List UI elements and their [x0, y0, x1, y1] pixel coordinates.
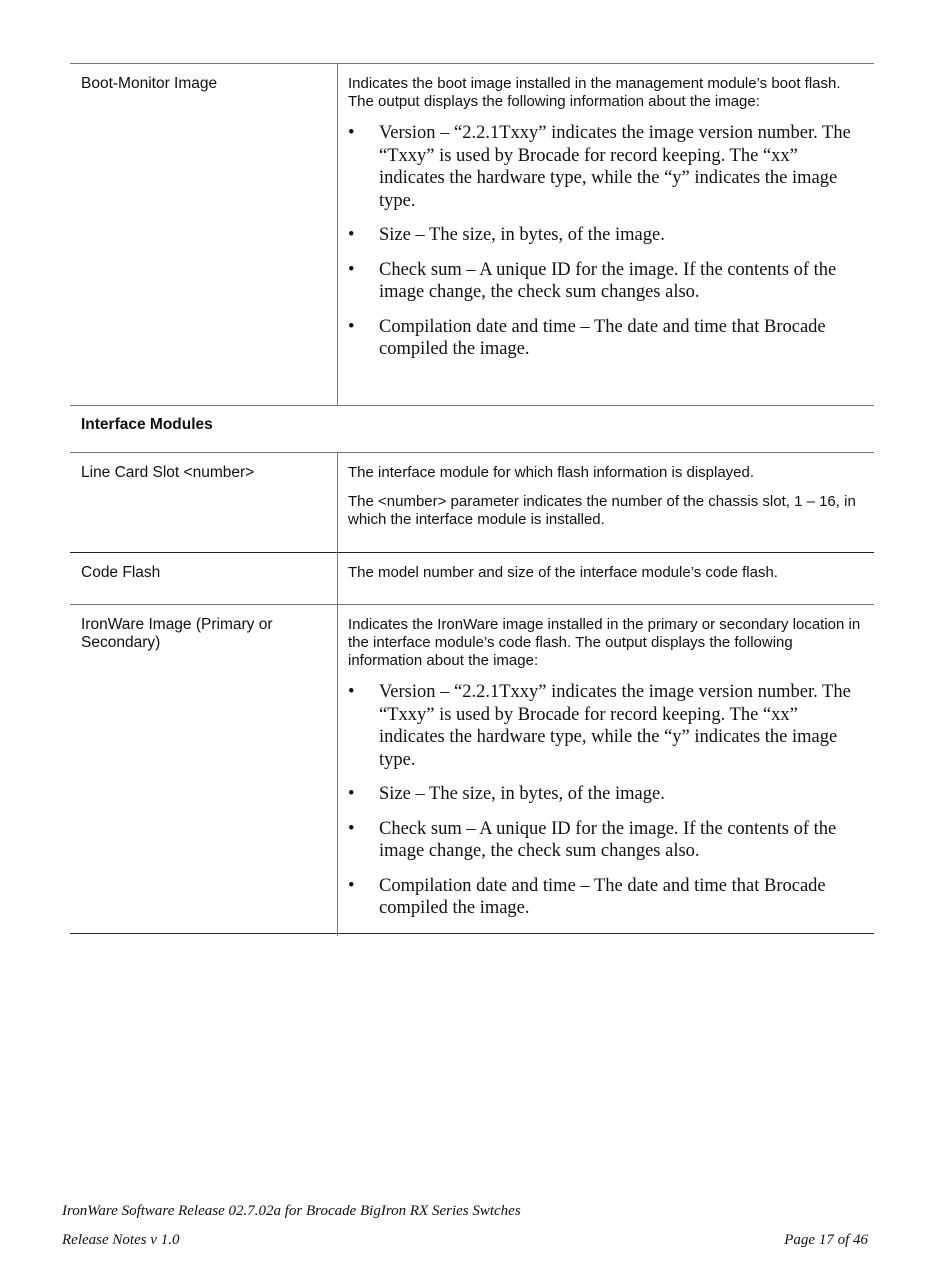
list-item	[348, 224, 864, 247]
list-item	[348, 681, 864, 771]
list-item	[348, 122, 864, 212]
bullet-text: Size – The size, in bytes, of the image.	[379, 784, 665, 804]
list-item	[348, 259, 864, 304]
section-title: Interface Modules	[81, 416, 213, 433]
bullet-text: Version – “2.2.1Txxy” indicates the image version number. The “Txxy” is used by Brocade for record keeping. The “xx” indicates the hardware type, while the “y” indicates the image type.	[379, 123, 851, 211]
footer-page-number: Page 17 of 46	[784, 1232, 868, 1248]
bullet-text: Check sum – A unique ID for the image. If the contents of the image change, the check sum changes also.	[379, 818, 837, 861]
list-item	[348, 783, 864, 806]
field-description-ironware-image	[338, 605, 874, 936]
bullet-text: Compilation date and time – The date and time that Brocade compiled the image.	[379, 875, 826, 918]
field-label-boot-monitor: Boot-Monitor Image	[70, 64, 338, 405]
description-text: Indicates the boot image installed in the management module’s boot flash. The output displays the following information about the image:	[348, 75, 841, 110]
bullet-marker: •	[348, 259, 355, 280]
bullet-list	[348, 122, 864, 361]
field-description-code-flash	[338, 553, 874, 604]
description-text: The model number and size of the interface module’s code flash.	[348, 564, 778, 581]
flash-info-table	[70, 63, 874, 936]
description-text: The interface module for which flash information is displayed.	[348, 464, 755, 481]
bullet-marker: •	[348, 225, 355, 245]
bullet-marker: •	[348, 818, 355, 839]
field-label-ironware-image: IronWare Image (Primary or Secondary)	[70, 605, 338, 936]
table-bottom-rule	[70, 933, 874, 934]
list-item	[348, 818, 864, 863]
bullet-marker: •	[348, 784, 355, 804]
bullet-text: Check sum – A unique ID for the image. If the contents of the image change, the check sum changes also.	[379, 259, 837, 302]
field-label-line-card-slot: Line Card Slot <number>	[70, 453, 338, 552]
list-item	[348, 875, 864, 920]
field-label-code-flash: Code Flash	[70, 553, 338, 604]
field-description-line-card-slot	[338, 453, 874, 552]
bullet-text: Version – “2.2.1Txxy” indicates the image version number. The “Txxy” is used by Brocade for record keeping. The “xx” indicates the hardware type, while the “y” indicates the image type.	[379, 682, 851, 770]
bullet-list	[348, 681, 864, 920]
bullet-text: Compilation date and time – The date and time that Brocade compiled the image.	[379, 316, 826, 359]
list-item	[348, 316, 864, 361]
bullet-marker: •	[348, 316, 355, 337]
footer-notes-version: Release Notes v 1.0	[62, 1232, 180, 1248]
footer-release-line: IronWare Software Release 02.7.02a for Brocade BigIron RX Series Swtches	[62, 1203, 521, 1219]
description-text: Indicates the IronWare image installed in the primary or secondary location in the interface module’s code flash. The output displays the following information about the image:	[348, 616, 861, 669]
table-row-ironware-image	[70, 604, 874, 936]
description-text: The <number> parameter indicates the number of the chassis slot, 1 – 16, in which the interface module is installed.	[348, 493, 856, 528]
bullet-text: Size – The size, in bytes, of the image.	[379, 225, 665, 245]
table-row-boot-monitor	[70, 63, 874, 405]
bullet-marker: •	[348, 682, 355, 702]
table-row-section-header	[70, 405, 874, 452]
field-description-boot-monitor	[338, 64, 874, 405]
bullet-marker: •	[348, 123, 355, 143]
bullet-marker: •	[348, 875, 355, 896]
table-row-line-card-slot	[70, 452, 874, 552]
table-row-code-flash	[70, 552, 874, 604]
